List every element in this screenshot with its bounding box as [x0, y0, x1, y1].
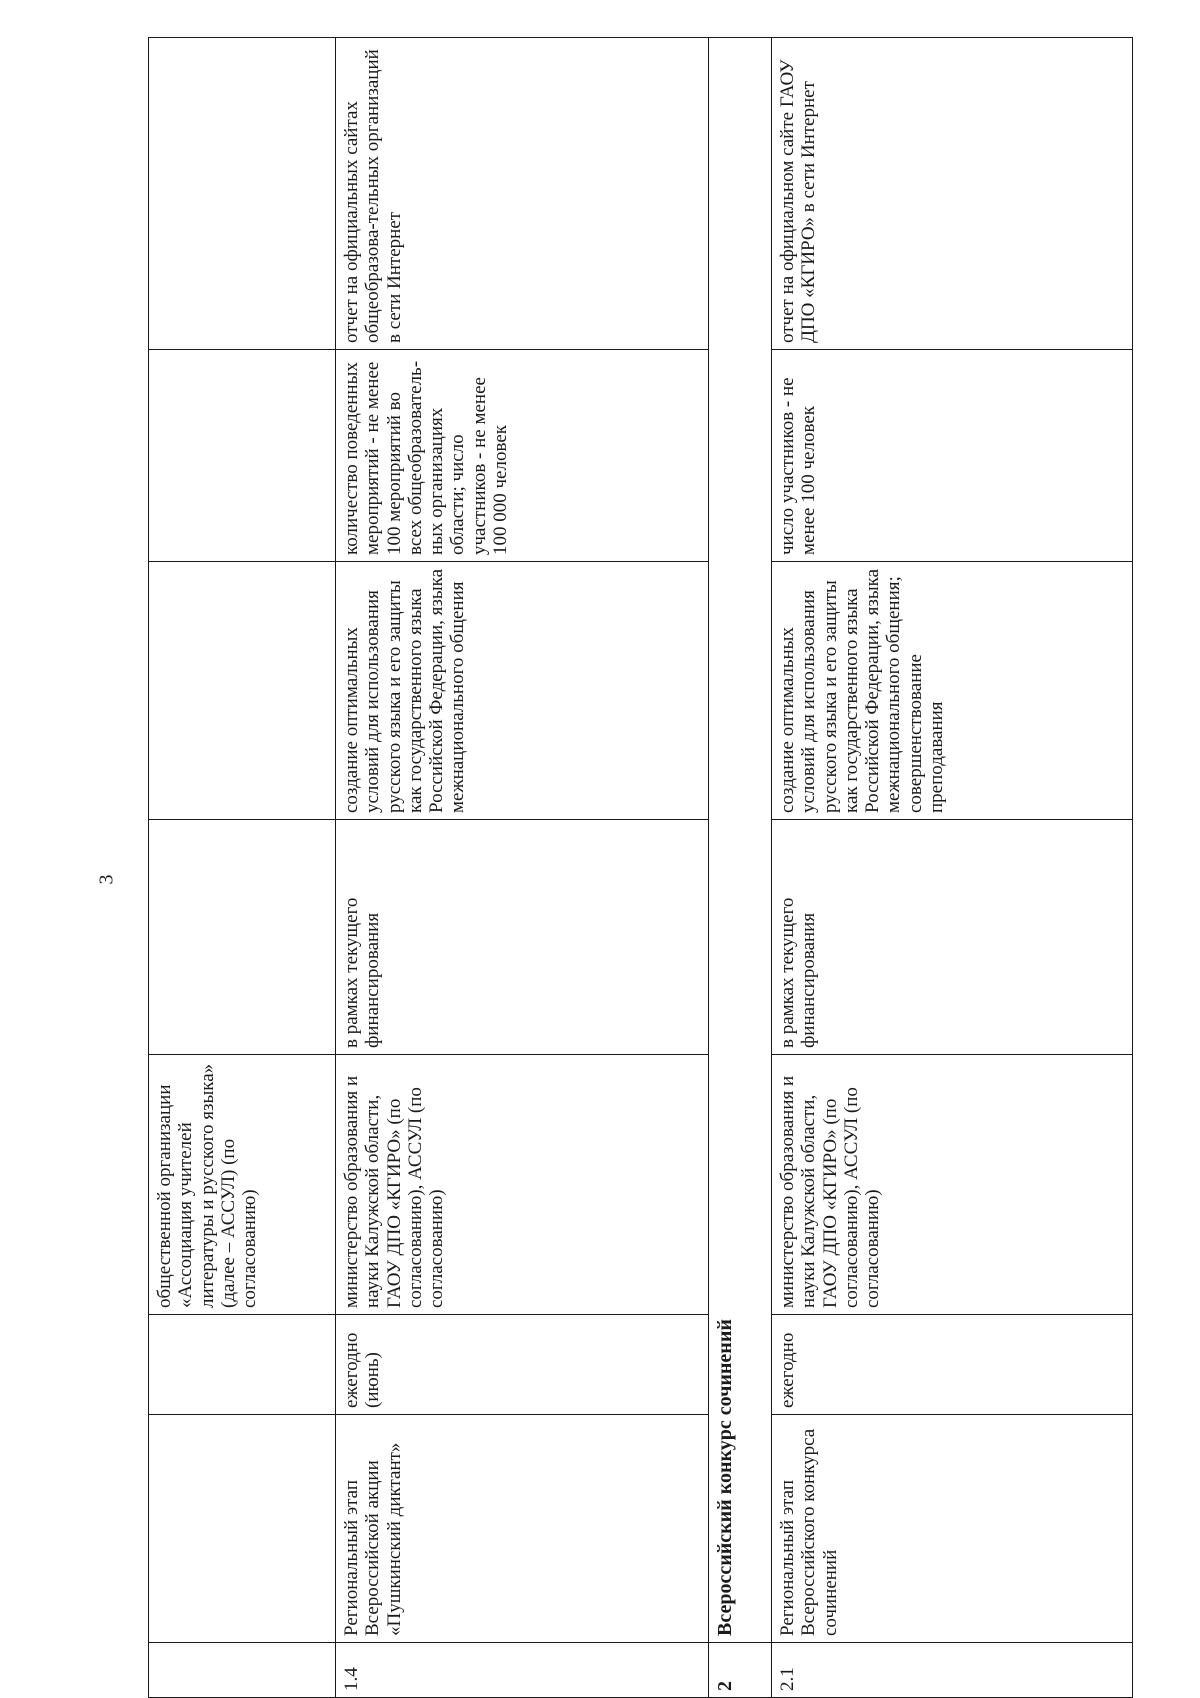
cell-term: ежегодно: [772, 1315, 1133, 1415]
cell-financing: [149, 820, 336, 1055]
cell-indicator: [149, 350, 336, 562]
table-row: [149, 38, 336, 1698]
cell-control: [149, 38, 336, 350]
cell-executors: министерство образования и науки Калужской области, ГАОУ ДПО «КГИРО» (по согласованию), АССУЛ (по согласованию): [336, 1055, 709, 1315]
cell-title: Региональный этап Всероссийской акции «Пушкинский диктант»: [336, 1415, 709, 1643]
cell-result: [149, 562, 336, 820]
cell-term: ежегодно (июнь): [336, 1315, 709, 1415]
cell-control: отчет на официальном сайте ГАОУ ДПО «КГИРО» в сети Интернет: [772, 38, 1133, 350]
cell-indicator: число участников - не менее 100 человек: [772, 350, 1133, 562]
table-row: [336, 38, 709, 1698]
cell-num: [149, 1643, 336, 1698]
plan-table: [148, 37, 1133, 1698]
cell-num: 2.1: [772, 1643, 1133, 1698]
page-number: 3: [95, 874, 118, 885]
cell-executors: общественной организации «Ассоциация учителей литературы и русского языка» (далее – АССУЛ) (по согласованию): [149, 1055, 336, 1315]
table-row: [772, 38, 1133, 1698]
cell-num: 1.4: [336, 1643, 709, 1698]
cell-indicator: количество поведенных мероприятий - не менее 100 мероприятий во всех общеобразователь-ных организациях области; число участников - не менее 100 000 человек: [336, 350, 709, 562]
section-row: [709, 38, 772, 1698]
rotated-table-wrapper: [148, 38, 1126, 1698]
cell-executors: министерство образования и науки Калужской области, ГАОУ ДПО «КГИРО» (по согласованию), АССУЛ (по согласованию): [772, 1055, 1133, 1315]
cell-term: [149, 1315, 336, 1415]
cell-financing: в рамках текущего финансирования: [772, 820, 1133, 1055]
cell-financing: в рамках текущего финансирования: [336, 820, 709, 1055]
cell-control: отчет на официальных сайтах общеобразова-тельных организаций в сети Интернет: [336, 38, 709, 350]
section-title: Всероссийский конкурс сочинений: [709, 38, 772, 1643]
cell-title: Региональный этап Всероссийского конкурса сочинений: [772, 1415, 1133, 1643]
cell-title: [149, 1415, 336, 1643]
cell-result: создание оптимальных условий для использования русского языка и его защиты как государственного языка Российской Федерации, языка межнационального общения: [336, 562, 709, 820]
cell-result: создание оптимальных условий для использования русского языка и его защиты как государственного языка Российской Федерации, языка межнационального общения; совершенствование преподавания: [772, 562, 1133, 820]
section-number: 2: [709, 1643, 772, 1698]
